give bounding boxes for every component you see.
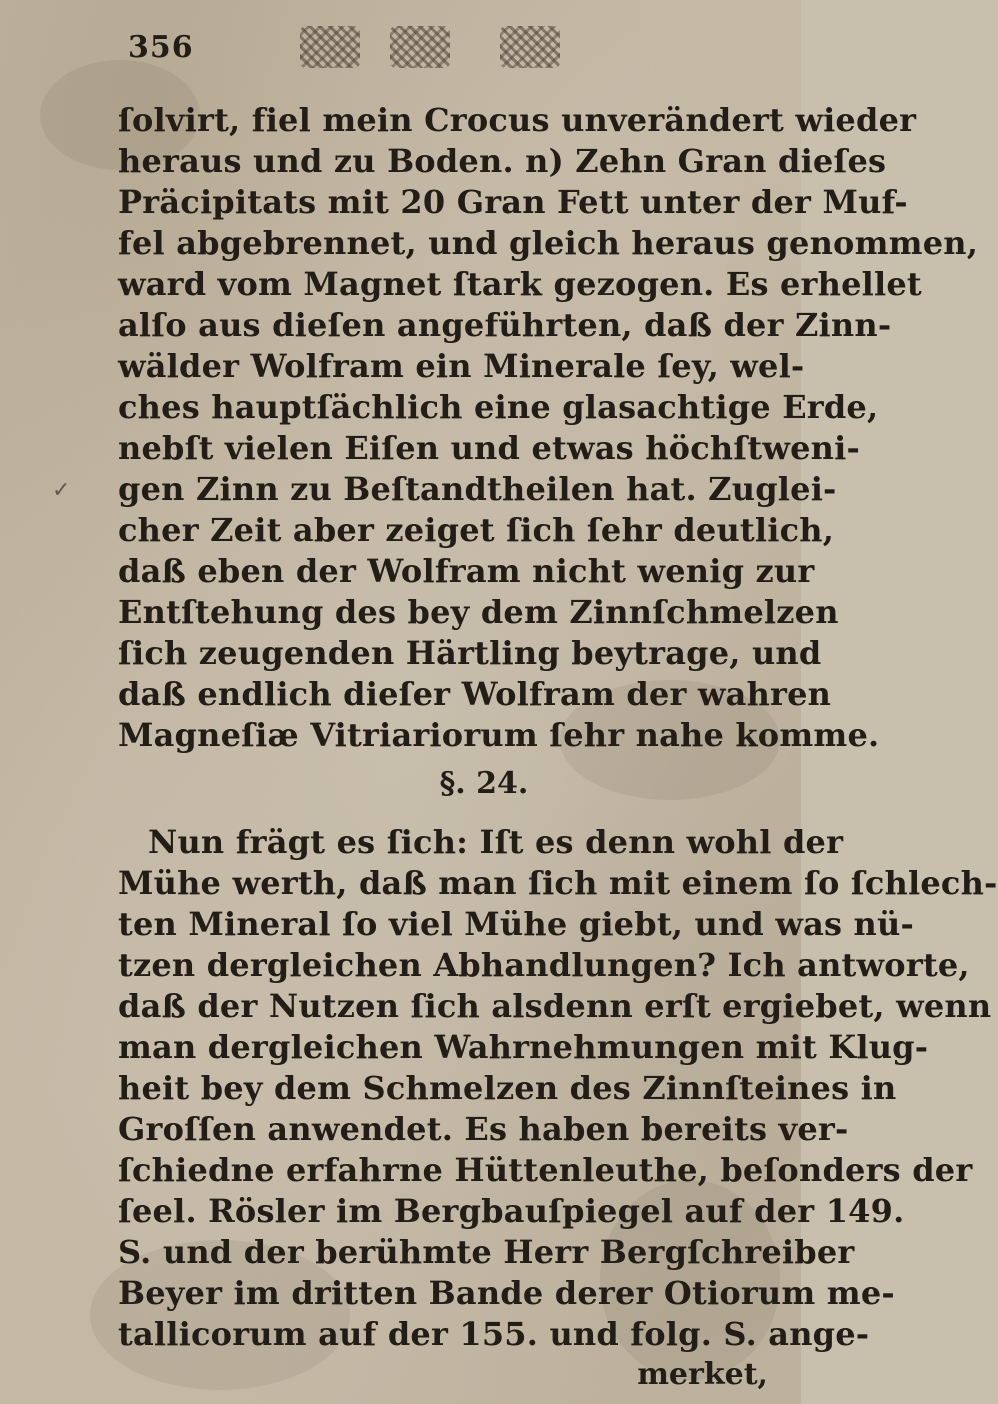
text-line: Magneſiæ Vitriariorum ſehr nahe komme. xyxy=(118,716,880,754)
text-line: ward vom Magnet ſtark gezogen. Es erhellet xyxy=(118,265,922,303)
text-line: Nun frägt es ſich: Iſt es denn wohl der xyxy=(148,823,844,861)
text-line: ſich zeugenden Härtling beytrage, und xyxy=(118,634,822,672)
text-line: Groſſen anwendet. Es haben bereits ver- xyxy=(118,1110,849,1148)
text-line: ches hauptſächlich eine glasachtige Erde, xyxy=(118,388,879,426)
text-line: tallicorum auf der 155. und folg. S. ange- xyxy=(118,1315,870,1353)
text-line: fel abgebrennet, und gleich heraus genommen, xyxy=(118,224,979,262)
header-ornament-icon xyxy=(500,26,560,68)
text-line: ſchiedne erfahrne Hüttenleuthe, beſonders der xyxy=(118,1151,973,1189)
text-line: wälder Wolfram ein Minerale ſey, wel- xyxy=(118,347,805,385)
section-heading: §. 24. xyxy=(439,766,529,801)
text-line: daß eben der Wolfram nicht wenig zur xyxy=(118,552,815,590)
text-line: S. und der berühmte Herr Bergſchreiber xyxy=(118,1233,855,1271)
text-line: ſolvirt, fiel mein Crocus unverändert wieder xyxy=(118,101,917,139)
text-line: ſeel. Rösler im Bergbauſpiegel auf der 149. xyxy=(118,1192,905,1230)
catchword: merket, xyxy=(637,1357,768,1392)
text-line: gen Zinn zu Beſtandtheilen hat. Zuglei- xyxy=(118,470,837,508)
pencil-check-mark: ✓ xyxy=(52,478,71,503)
text-line: daß endlich dieſer Wolfram der wahren xyxy=(118,675,832,713)
text-line: Entſtehung des bey dem Zinnſchmelzen xyxy=(118,593,839,631)
text-line: nebſt vielen Eiſen und etwas höchſtweni- xyxy=(118,429,860,467)
text-line: man dergleichen Wahrnehmungen mit Klug- xyxy=(118,1028,929,1066)
text-line: tzen dergleichen Abhandlungen? Ich antworte, xyxy=(118,946,970,984)
text-line: cher Zeit aber zeiget ſich ſehr deutlich, xyxy=(118,511,835,549)
text-line: ten Mineral ſo viel Mühe giebt, und was nü- xyxy=(118,905,914,943)
text-line: Mühe werth, daß man ſich mit einem ſo ſchlech- xyxy=(118,864,998,902)
text-line: heraus und zu Boden. n) Zehn Gran dieſes xyxy=(118,142,887,180)
text-line: Präcipitats mit 20 Gran Fett unter der Muf- xyxy=(118,183,908,221)
text-line: daß der Nutzen ſich alsdenn erſt ergiebet, wenn xyxy=(118,987,992,1025)
header-ornament-icon xyxy=(300,26,360,68)
header-ornament-icon xyxy=(390,26,450,68)
text-line: alſo aus dieſen angeführten, daß der Zinn- xyxy=(118,306,892,344)
main-text xyxy=(118,100,998,1395)
page-header xyxy=(0,0,801,80)
page-number: 356 xyxy=(128,30,194,65)
text-line: Beyer im dritten Bande derer Otiorum me- xyxy=(118,1274,895,1312)
text-line: heit bey dem Schmelzen des Zinnſteines in xyxy=(118,1069,897,1107)
